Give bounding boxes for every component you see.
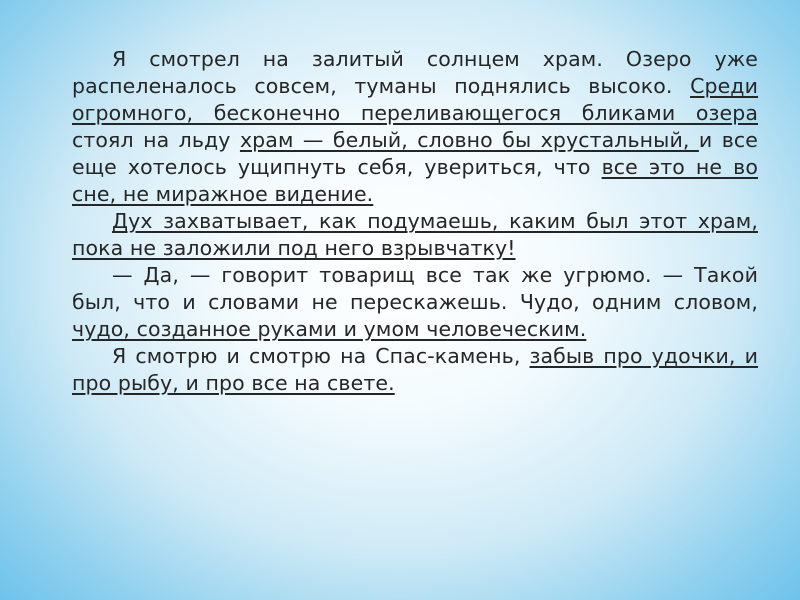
underlined-segment: храм — белый, словно бы хрустальный, [239, 128, 699, 152]
underlined-segment: чудо, созданное руками и умом человеческим. [72, 317, 587, 341]
underlined-segment: все это не во сне, не миражное видение. [72, 155, 758, 206]
underlined-segment: Среди огромного, бесконечно переливающегося бликами озера [72, 74, 758, 125]
underlined-segment: Дух захватывает, как подумаешь, каким был этот храм, пока не заложили под него взрывчатку! [72, 209, 758, 260]
text-segment: — Да, — говорит товарищ все так же угрюмо. — Такой был, что и словами не перескажешь. Чудо, одним словом, [72, 263, 758, 314]
text-segment: и все еще хотелось ущипнуть себя, увериться, что [72, 128, 758, 179]
underlined-segment: забыв про удочки, и про рыбу, и про все на свете. [72, 344, 758, 395]
paragraph [72, 208, 758, 262]
text-segment: стоял на льду [72, 128, 240, 152]
text-block [72, 46, 758, 397]
paragraph [72, 262, 758, 343]
text-segment: Я смотрю и смотрю на Спас-камень, [112, 344, 530, 368]
paragraph [72, 46, 758, 208]
paragraph [72, 343, 758, 397]
text-segment: Я смотрел на залитый солнцем храм. Озеро уже распеленалось совсем, туманы поднялись высоко. [72, 47, 758, 98]
